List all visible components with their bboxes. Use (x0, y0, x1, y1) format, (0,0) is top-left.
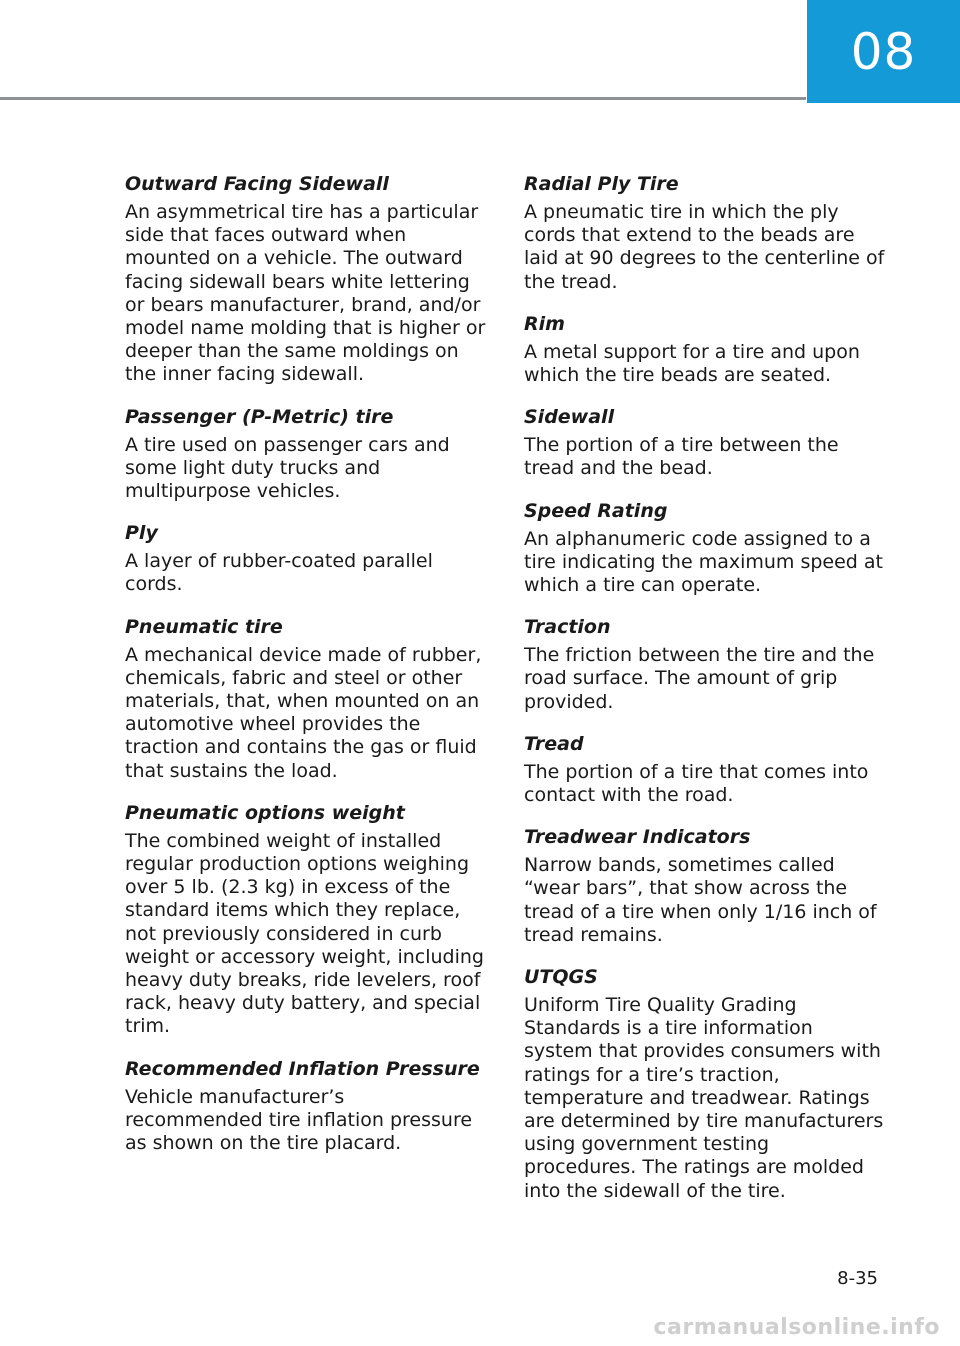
glossary-definition: Narrow bands, sometimes called “wear bars”, that show across the tread of a tire when only 1/16 inch of tread remains. (524, 854, 877, 946)
glossary-definition: The combined weight of installed regular production options weighing over 5 lb. (2.3 kg) in excess of the standard items which they replace, not previously considered in curb weight or accessory weight, including heavy duty breaks, ride levelers, roof rack, heavy duty battery, and special trim. (125, 829, 484, 1038)
glossary-term: Recommended Inflation Pressure (125, 1057, 480, 1080)
glossary-entry (125, 520, 487, 596)
glossary-term: Treadwear Indicators (524, 826, 751, 849)
glossary-term: UTQGS (524, 966, 598, 989)
glossary-definition: The portion of a tire between the tread and the bead. (524, 434, 839, 480)
glossary-term: Sidewall (524, 406, 615, 429)
header-rule (0, 97, 806, 100)
glossary-definition: An asymmetrical tire has a particular side that faces outward when mounted on a vehicle. The outward facing sidewall bears white lettering or bears manufacturer, brand, and/or model name molding that is higher or deeper than the same moldings on the inner facing sidewall. (125, 201, 486, 386)
glossary-entry (125, 614, 487, 783)
glossary-definition: A mechanical device made of rubber, chemicals, fabric and steel or other materials, that, when mounted on an automotive wheel provides the traction and contains the gas or fluid that sustains the load. (125, 643, 482, 782)
glossary-definition: A tire used on passenger cars and some light duty trucks and multipurpose vehicles. (125, 433, 450, 503)
left-column (125, 171, 487, 1172)
glossary-term: Traction (524, 616, 611, 639)
glossary-entry (524, 614, 886, 714)
glossary-entry (125, 171, 487, 387)
glossary-definition: A metal support for a tire and upon which the tire beads are seated. (524, 340, 860, 387)
glossary-entry (524, 171, 886, 294)
glossary-definition: Vehicle manufacturer’s recommended tire inflation pressure as shown on the tire placard. (125, 1085, 473, 1155)
glossary-entry (125, 1056, 487, 1156)
glossary-term: Outward Facing Sidewall (125, 173, 389, 195)
glossary-term: Pneumatic tire (125, 615, 283, 638)
glossary-definition: An alphanumeric code assigned to a tire indicating the maximum speed at which a tire can operate. (524, 527, 883, 597)
glossary-term: Radial Ply Tire (524, 173, 679, 195)
chapter-number: 08 (850, 22, 917, 81)
glossary-definition: A pneumatic tire in which the ply cords that extend to the beads are laid at 90 degrees to the centerline of the tread. (524, 201, 885, 293)
glossary-entry (524, 731, 886, 807)
chapter-tab (807, 0, 960, 103)
glossary-definition: Uniform Tire Quality Grading Standards is a tire information system that provides consumers with ratings for a tire’s traction, temperature and treadwear. Ratings are determined by tire manufacturers using government testing procedures. The ratings are molded into the sidewall of the tire. (524, 994, 884, 1202)
glossary-term: Tread (524, 732, 584, 755)
glossary-term: Passenger (P-Metric) tire (125, 405, 394, 428)
glossary-term: Speed Rating (524, 499, 668, 522)
glossary-entry (524, 824, 886, 947)
glossary-term: Pneumatic options weight (125, 801, 405, 824)
glossary-entry (125, 800, 487, 1039)
glossary-entry (524, 964, 886, 1203)
glossary-entry (524, 311, 886, 387)
glossary-entry (524, 404, 886, 480)
glossary-definition: The friction between the tire and the road surface. The amount of grip provided. (524, 644, 875, 713)
glossary-term: Rim (524, 312, 565, 335)
glossary-entry (125, 404, 487, 504)
page-number: 8-35 (837, 1268, 878, 1289)
right-column (524, 171, 886, 1220)
glossary-entry (524, 498, 886, 598)
watermark[interactable]: carmanualsonline.info (653, 1315, 940, 1340)
glossary-definition: The portion of a tire that comes into contact with the road. (524, 760, 869, 807)
glossary-term: Ply (125, 522, 158, 545)
glossary-definition: A layer of rubber-coated parallel cords. (125, 550, 433, 596)
